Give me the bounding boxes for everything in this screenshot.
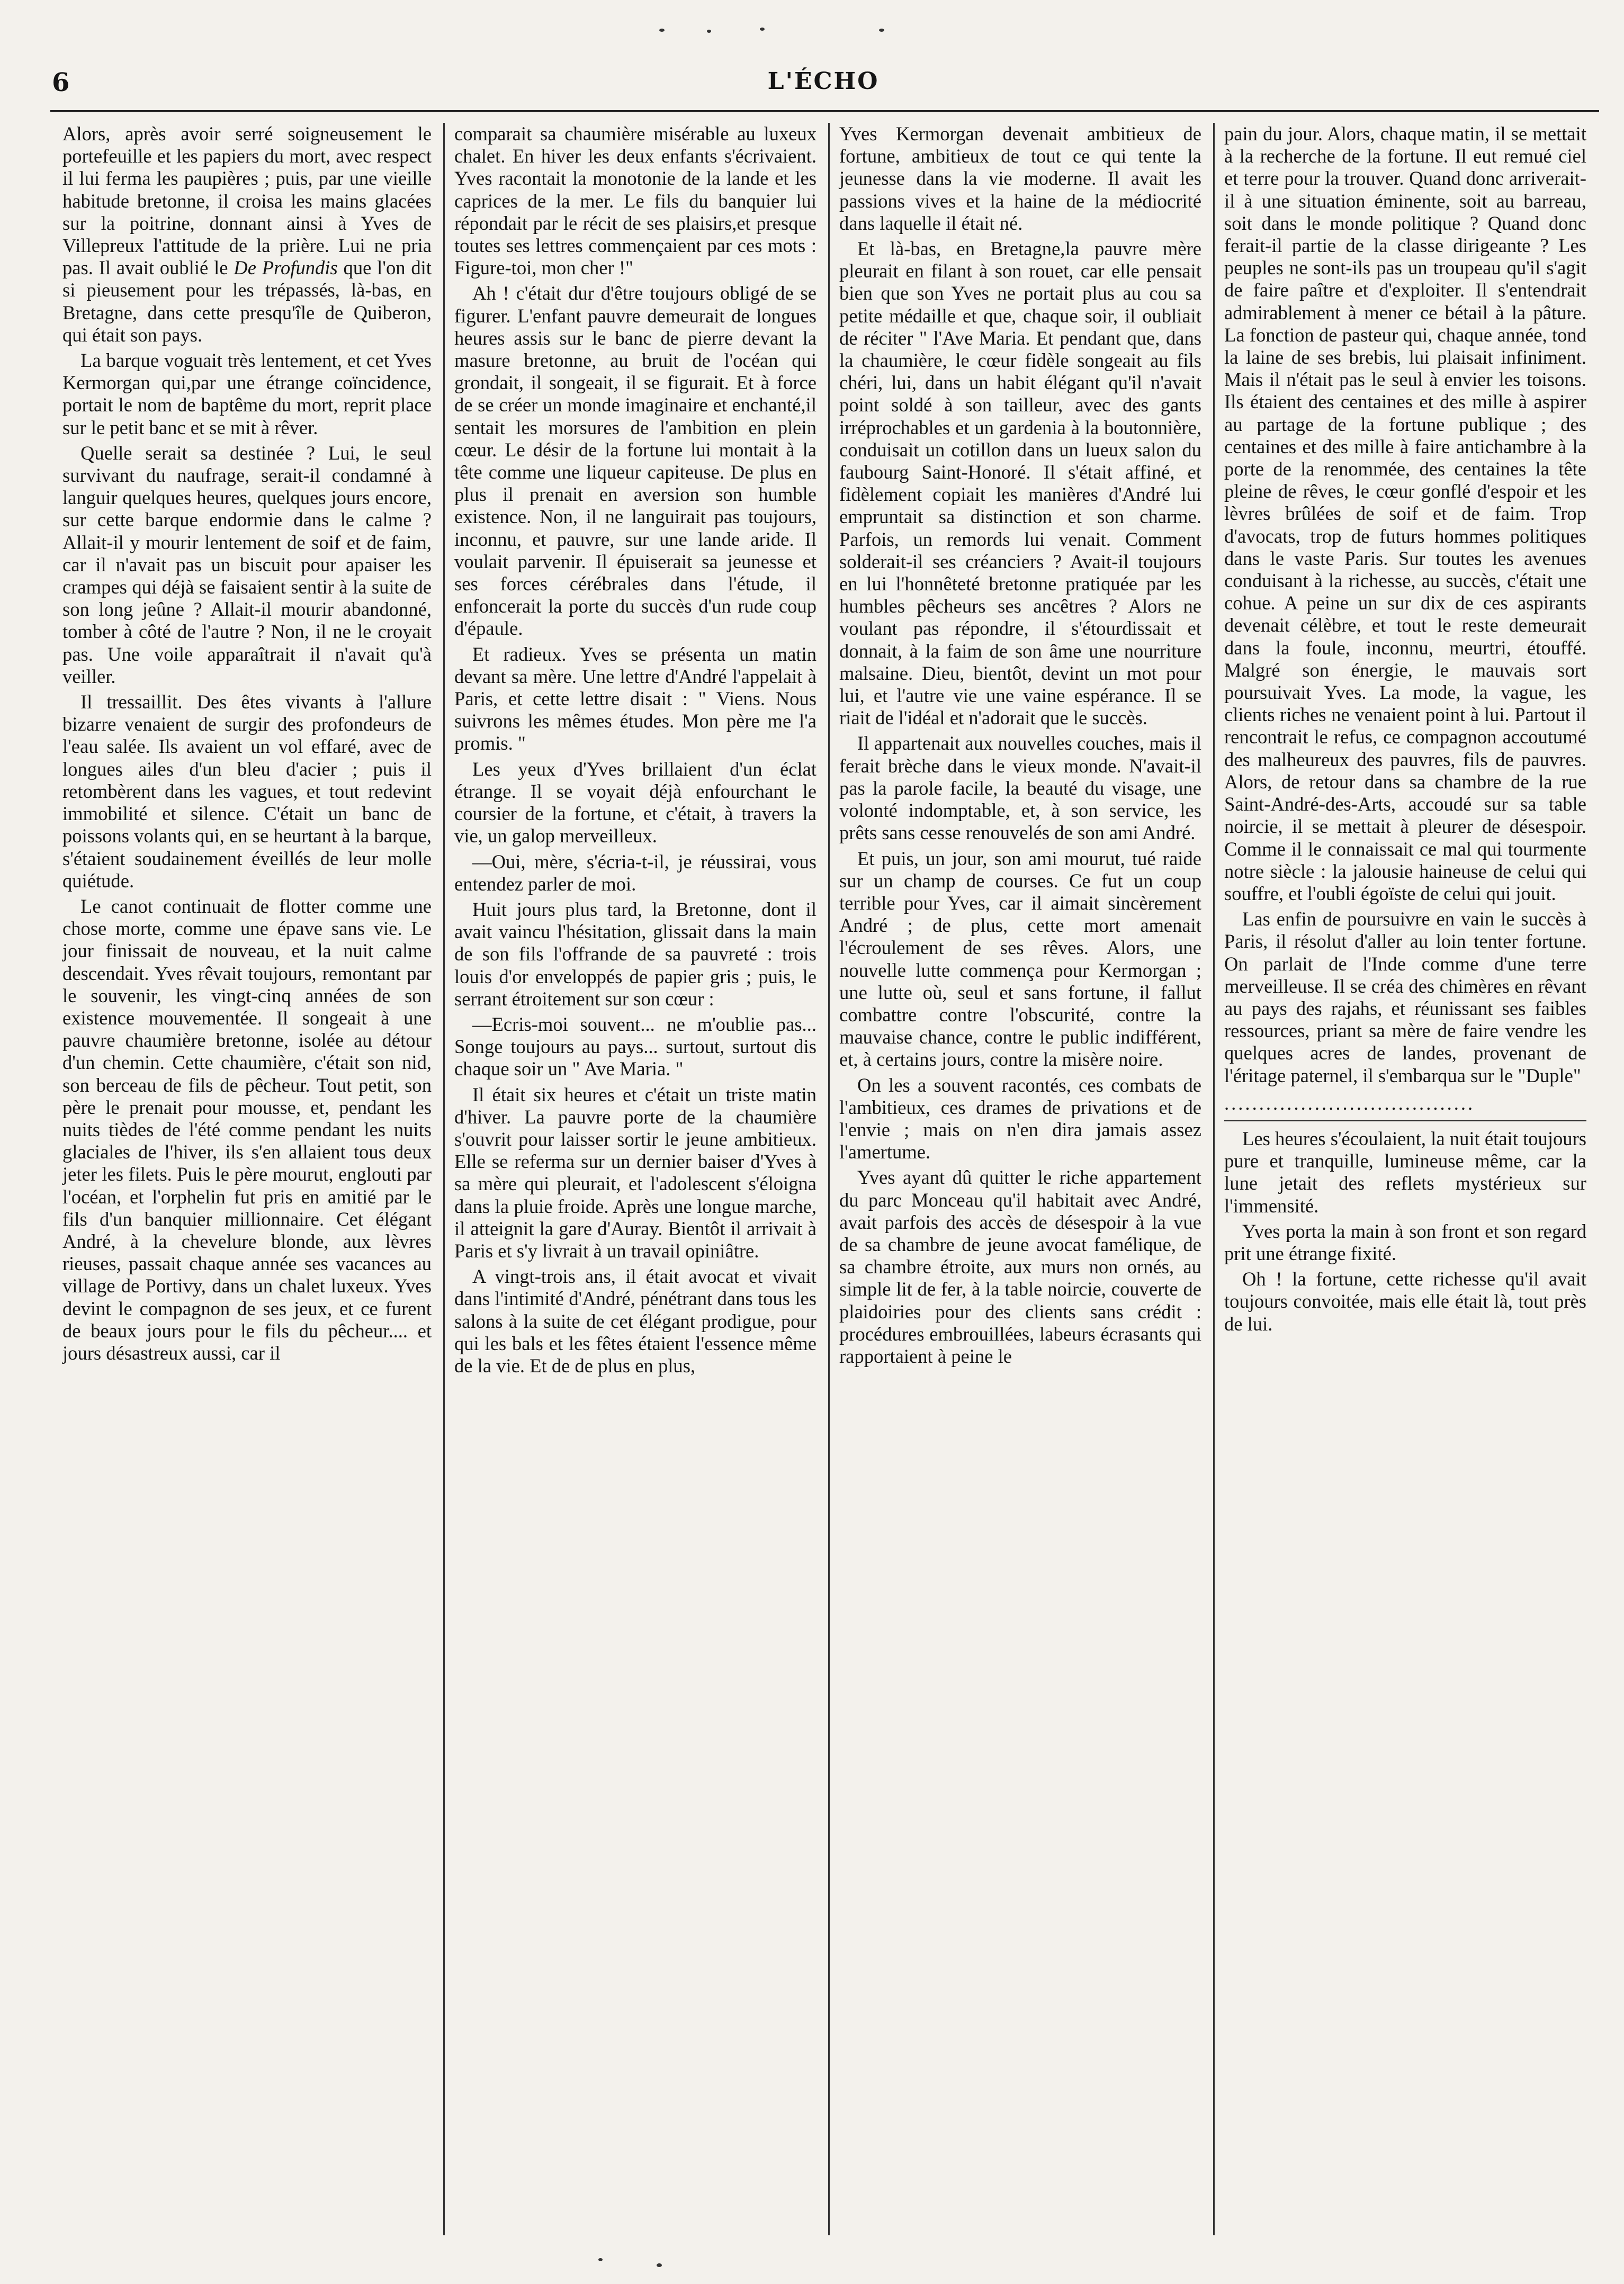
paragraph-text: Alors, après avoir serré soigneusement le portefeuille et les papiers du mort, avec respect il lui ferma les paupières ; puis, par une vieille habitude bretonne, il croisa les mains glacées sur la poitrine, donnant ainsi à Yves de Villepreux l'attitude de la prière. Lui ne pria pas. Il avait oublié le bbox=[62, 123, 432, 279]
paragraph: La barque voguait très lentement, et cet Yves Kermorgan qui,par une étrange coïncidence, portait le nom de baptême du mort, reprit place sur le petit banc et se mit à rêver. bbox=[62, 349, 432, 438]
print-speck bbox=[760, 28, 765, 31]
header-rule bbox=[50, 110, 1599, 112]
paragraph: Las enfin de poursuivre en vain le succès à Paris, il résolut d'aller au loin tenter fortune. On parlait de l'Inde comme d'une terre merveilleuse. Il se créa des chimères en rêvant au pays des rajahs, et réunissant ses faibles ressources, priant sa mère de faire vendre les quelques acres de landes, provenant de l'éritage paternel, il s'embarqua sur le "Duple" bbox=[1224, 908, 1586, 1086]
paragraph: Yves porta la main à son front et son regard prit une étrange fixité. bbox=[1224, 1220, 1586, 1264]
paragraph: Et radieux. Yves se présenta un matin devant sa mère. Une lettre d'André l'appelait à Paris, et cette lettre disait : " Viens. Nous suivrons les mêmes études. Mon père me l'a promis. " bbox=[454, 643, 817, 754]
section-separator-dots: .................................... bbox=[1224, 1092, 1475, 1114]
column-4 bbox=[1213, 123, 1598, 2235]
paragraph: Il était six heures et c'était un triste matin d'hiver. La pauvre porte de la chaumière s'ouvrit pour laisser sortir le jeune ambitieux. Elle se referma sur un dernier baiser d'Yves à sa mère qui pleurait, et l'adolescent s'éloigna dans la pluie froide. Après une longue marche, il atteignit la gare d'Auray. Bientôt il arrivait à Paris et s'y livrait à un travail opiniâtre. bbox=[454, 1083, 817, 1262]
paragraph: A vingt-trois ans, il était avocat et vivait dans l'intimité d'André, pénétrant dans tous les salons à la suite de cet élégant prodigue, pour qui les bals et les fêtes étaient l'essence même de la vie. Et de de plus en plus, bbox=[454, 1265, 817, 1377]
column-2 bbox=[443, 123, 828, 2235]
print-speck bbox=[879, 29, 884, 32]
page-header bbox=[48, 68, 1599, 105]
print-speck bbox=[657, 2263, 662, 2267]
italic-title: De Profundis bbox=[234, 257, 338, 279]
paragraph: —Ecris-moi souvent... ne m'oublie pas... Songe toujours au pays... surtout, surtout dis chaque soir un " Ave Maria. " bbox=[454, 1013, 817, 1080]
paragraph: Huit jours plus tard, la Bretonne, dont il avait vaincu l'hésitation, glissait dans la main de son fils l'offrande de sa pauvreté : trois louis d'or enveloppés de papier gris ; puis, le serrant étroitement sur son cœur : bbox=[454, 898, 817, 1010]
paragraph: Yves Kermorgan devenait ambitieux de fortune, ambitieux de tout ce qui tente la jeunesse dans la vie moderne. Il avait les passions vives et la haine de la médiocrité dans laquelle il était né. bbox=[839, 123, 1201, 234]
column-1 bbox=[58, 123, 443, 2235]
page-number: 6 bbox=[52, 68, 70, 97]
running-title: L'ÉCHO bbox=[767, 68, 880, 95]
paragraph: Il tressaillit. Des êtes vivants à l'allure bizarre venaient de surgir des profondeurs de l'eau salée. Ils avaient un vol effaré, avec de longues ailes d'un bleu d'acier ; puis il retombèrent dans les vagues, et tout redevint immobilité et silence. C'était un banc de poissons volants qui, en se heurtant à la barque, s'étaient soudainement éveillés de leur molle quiétude. bbox=[62, 691, 432, 892]
print-speck bbox=[659, 29, 665, 32]
paragraph: On les a souvent racontés, ces combats de l'ambitieux, ces drames de privations et de l'envie ; mais on n'en dira jamais assez l'amertume. bbox=[839, 1074, 1201, 1163]
paragraph bbox=[62, 123, 432, 346]
paragraph: pain du jour. Alors, chaque matin, il se mettait à la recherche de la fortune. Il eut remué ciel et terre pour la trouver. Quand donc arriverait-il à une situation éminente, soit au barreau, soit dans le monde politique ? Quand donc ferait-il partie de la classe dirigeante ? Les peuples ne sont-ils pas un troupeau qu'il s'agit de faire paître et d'exploiter. Il s'entendrait admirablement à mener ce bétail à la pâture. La fonction de pasteur qui, chaque année, tond la laine de ses brebis, lui plaisait infiniment. Mais il n'était pas le seul à envier les toisons. Ils étaient des centaines et des mille à aspirer au partage de la fortune publique ; des centaines et des mille à faire antichambre à la porte de la renommée, des centaines la tête pleine de rêves, le cœur gonflé d'espoir et les lèvres brûlées de soif et de faim. Trop d'avocats, trop de futurs hommes politiques dans le vaste Paris. Sur toutes les avenues conduisant à la richesse, au succès, c'était une cohue. A peine un sur dix de ces aspirants devenait célèbre, et tout le reste demeurait dans la foule, inconnu, meurtri, étouffé. Malgré son énergie, le mauvais sort poursuivait Yves. La mode, la vague, les clients riches ne venaient point à lui. Partout il rencontrait le refus, ce compagnon accoutumé des malheureux des pauvres, fils de pauvres. Alors, de retour dans sa chambre de la rue Saint-André-des-Arts, accoudé sur sa table noircie, il se mettait à pleurer de désespoir. Comme il le connaissait ce mal qui tourmente notre siècle : la jalousie haineuse de celui qui souffre, et l'oubli égoïste de celui qui jouit. bbox=[1224, 123, 1586, 904]
paragraph: Les heures s'écoulaient, la nuit était toujours pure et tranquille, lumineuse même, car la lune jetait des reflets mystérieux sur l'immensité. bbox=[1224, 1127, 1586, 1217]
paragraph: Et là-bas, en Bretagne,la pauvre mère pleurait en filant à son rouet, car elle pensait bien que son Yves ne portait plus au cou sa petite médaille et que, chaque soir, il oubliait de réciter " l'Ave Maria. Et pendant que, dans la chaumière, le cœur fidèle songeait au fils chéri, lui, dans un habit élégant qu'il n'avait point soldé à son tailleur, avec des gants irréprochables et un gardenia à la boutonnière, conduisait un cotillon dans un lueux salon du faubourg Saint-Honoré. Il s'était affiné, et fidèlement copiait les manières d'André lui empruntait sa distinction et son charme. Parfois, un remords lui venait. Comment solderait-il ses créanciers ? Avait-il toujours en lui l'honnêteté bretonne pratiquée par les humbles pêcheurs ses ancêtres ? Alors ne voulant pas répondre, il s'étourdissait et donnait, à la faim de son âme une nourriture malsaine. Dieu, bientôt, devint un mot pour lui, et l'autre vie une vaine espérance. Il se riait de l'idéal et n'adorait que le succès. bbox=[839, 238, 1201, 729]
paragraph: Il appartenait aux nouvelles couches, mais il ferait brèche dans le vieux monde. N'avait-il pas la parole facile, la beauté du visage, une volonté indomptable, et, à son service, les prêts sans cesse renouvelés de son ami André. bbox=[839, 732, 1201, 844]
paragraph: comparait sa chaumière misérable au luxeux chalet. En hiver les deux enfants s'écrivaient. Yves racontait la monotonie de la lande et les caprices de la mer. Le fils du banquier lui répondait par le récit de ses plaisirs,et presque toutes ses lettres commençaient par ces mots : Figure-toi, mon cher !" bbox=[454, 123, 817, 279]
paragraph: Oh ! la fortune, cette richesse qu'il avait toujours convoitée, mais elle était là, tout près de lui. bbox=[1224, 1268, 1586, 1335]
paragraph: Ah ! c'était dur d'être toujours obligé de se figurer. L'enfant pauvre demeurait de longues heures assis sur le banc de pierre devant la masure bretonne, au bruit de l'océan qui grondait, il songeait, il se figurait. Et à force de se créer un monde imaginaire et enchanté,il sentait les morsures de l'ambition en plein cœur. Le désir de la fortune lui montait à la tête comme une liqueur capiteuse. De plus en plus il prenait en aversion son humble existence. Non, il ne languirait pas toujours, inconnu, et pauvre, sur une lande aride. Il voulait parvenir. Il épuiserait sa jeunesse et ses forces cérébrales dans l'étude, il enfoncerait la porte du succès d'un rude coup d'épaule. bbox=[454, 282, 817, 640]
column-3 bbox=[828, 123, 1213, 2235]
print-speck bbox=[598, 2258, 603, 2261]
paragraph: Les yeux d'Yves brillaient d'un éclat étrange. Il se voyait déjà enfourchant le coursier de la fortune, et c'était, à travers la vie, un galop merveilleux. bbox=[454, 758, 817, 847]
print-speck bbox=[707, 30, 711, 33]
paragraph: Yves ayant dû quitter le riche appartement du parc Monceau qu'il habitait avec André, avait parfois des accès de désespoir à la vue de sa chambre de jeune avocat famélique, de sa chambre étroite, aux murs non ornés, au simple lit de fer, à la table noircie, couverte de plaidoiries pour des clients sans crédit : procédures embrouillées, labeurs écrasants qui rapportaient à peine le bbox=[839, 1166, 1201, 1367]
article-columns bbox=[58, 123, 1599, 2235]
paragraph-text: que l'on dit si pieusement pour les trépassés, là-bas, en Bretagne, dans cette presqu'île de Quiberon, qui était son pays. bbox=[62, 257, 432, 346]
paragraph: —Oui, mère, s'écria-t-il, je réussirai, vous entendez parler de moi. bbox=[454, 850, 817, 895]
section-separator-rule bbox=[1224, 1120, 1586, 1121]
paragraph: Et puis, un jour, son ami mourut, tué raide sur un champ de courses. Ce fut un coup terrible pour Yves, car il aimait sincèrement André ; de plus, cette mort amenait l'écroulement de ses rêves. Alors, une nouvelle lutte commença pour Kermorgan ; une lutte où, seul et sans fortune, il fallut combattre contre l'obscurité, contre la mauvaise chance, contre le public indifférent, et, à certains jours, contre la misère noire. bbox=[839, 847, 1201, 1071]
paragraph: Quelle serait sa destinée ? Lui, le seul survivant du naufrage, serait-il condamné à languir quelques heures, quelques jours encore, sur cette barque endormie dans le calme ? Allait-il y mourir lentement de soif et de faim, car il n'avait pas un biscuit pour apaiser les crampes qui déjà se faisaient sentir à la suite de son long jeûne ? Allait-il mourir abandonné, tomber à côté de l'autre ? Non, il ne le croyait pas. Une voile apparaîtrait il n'avait qu'à veiller. bbox=[62, 442, 432, 687]
paragraph: Le canot continuait de flotter comme une chose morte, comme une épave sans vie. Le jour finissait de nouveau, et la nuit calme descendait. Yves rêvait toujours, remontant par le souvenir, les vingt-cinq années de son existence mouvementée. Il songeait à une pauvre chaumière bretonne, isolée au détour d'un chemin. Cette chaumière, c'était son nid, son berceau de fils de pêcheur. Tout petit, son père le prenait pour mousse, et, pendant les nuits tièdes de l'été comme pendant les nuits glaciales de l'hiver, ils s'en allaient tous deux jeter les filets. Puis le père mourut, englouti par l'océan, et l'orphelin fut pris en amitié par le fils d'un banquier millionnaire. Cet élégant André, à la chevelure blonde, aux lèvres rieuses, passait chaque année ses vacances au village de Portivy, dans un chalet luxeux. Yves devint le compagnon de ses jeux, et ce furent de beaux jours pour le fils du pêcheur.... et jours désastreux aussi, car il bbox=[62, 895, 432, 1364]
